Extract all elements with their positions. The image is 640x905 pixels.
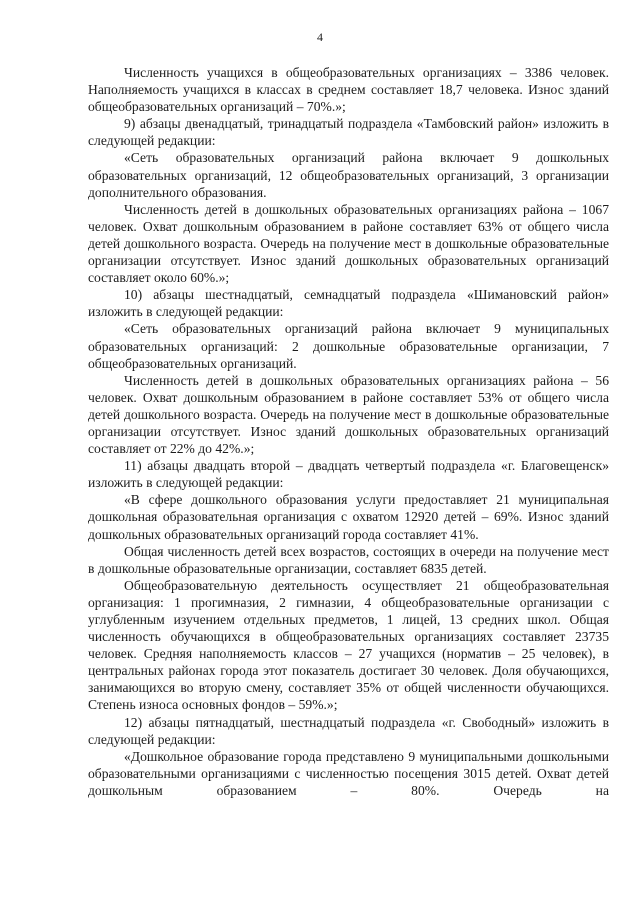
paragraph: «Сеть образовательных организаций района включает 9 дошкольных образовательных организаций, 12 общеобразовательных организаций, 3 организации дополнительного образования. bbox=[88, 150, 609, 200]
document-body bbox=[88, 64, 609, 799]
paragraph: Численность детей в дошкольных образовательных организациях района – 1067 человек. Охват дошкольным образованием в районе составляет 63% от общего числа детей дошкольного возраста. Очередь на получение мест в дошкольные образовательные организации отсутствует. Износ зданий дошкольных образовательных организаций составляет около 60%.»; bbox=[88, 201, 609, 286]
paragraph: Численность детей в дошкольных образовательных организациях района – 56 человек. Охват дошкольным образованием в районе составляет 53% от общего числа детей дошкольного возраста. Очередь на получение мест в дошкольные образовательные организации отсутствует. Износ зданий дошкольных образовательных организаций составляет от 22% до 42%.»; bbox=[88, 372, 609, 457]
paragraph: Общая численность детей всех возрастов, состоящих в очереди на получение мест в дошкольные образовательные организации, составляет 6835 детей. bbox=[88, 543, 609, 576]
paragraph: 10) абзацы шестнадцатый, семнадцатый подраздела «Шимановский район» изложить в следующей редакции: bbox=[88, 287, 609, 320]
page-number: 4 bbox=[317, 30, 323, 44]
paragraph: «В сфере дошкольного образования услуги предоставляет 21 муниципальная дошкольная образовательная организация с охватом 12920 детей – 69%. Износ зданий дошкольных образовательных организаций города составляет 41%. bbox=[88, 492, 609, 542]
paragraph: Численность учащихся в общеобразовательных организациях – 3386 человек. Наполняемость учащихся в классах в среднем составляет 18,7 человека. Износ зданий общеобразовательных организаций – 70%.»; bbox=[88, 65, 609, 115]
paragraph: «Сеть образовательных организаций района включает 9 муниципальных образовательных организаций: 2 дошкольные образовательные организации, 7 общеобразовательных организаций. bbox=[88, 321, 609, 371]
paragraph: 12) абзацы пятнадцатый, шестнадцатый подраздела «г. Свободный» изложить в следующей редакции: bbox=[88, 714, 609, 747]
paragraph: 9) абзацы двенадцатый, тринадцатый подраздела «Тамбовский район» изложить в следующей редакции: bbox=[88, 116, 609, 149]
paragraph: 11) абзацы двадцать второй – двадцать четвертый подраздела «г. Благовещенск» изложить в следующей редакции: bbox=[88, 458, 609, 491]
paragraph: Общеобразовательную деятельность осуществляет 21 общеобразовательная организация: 1 прогимназия, 2 гимназии, 4 общеобразовательные организации с углубленным изучением отдельных предметов, 1 лицей, 13 средних школ. Общая численность обучающихся в общеобразовательных организациях составляет 23735 человек. Средняя наполняемость классов – 27 учащихся (норматив – 25 человек), в центральных районах города этот показатель достигает 30 человек. Доля обучающихся, занимающихся во вторую смену, составляет 35% от общей численности обучающихся. Степень износа основных фондов – 59%.»; bbox=[88, 577, 609, 713]
paragraph: «Дошкольное образование города представлено 9 муниципальными дошкольными образовательными организациями с численностью посещения 3015 детей. Охват детей дошкольным образованием – 80%. Очередь на bbox=[88, 748, 609, 798]
